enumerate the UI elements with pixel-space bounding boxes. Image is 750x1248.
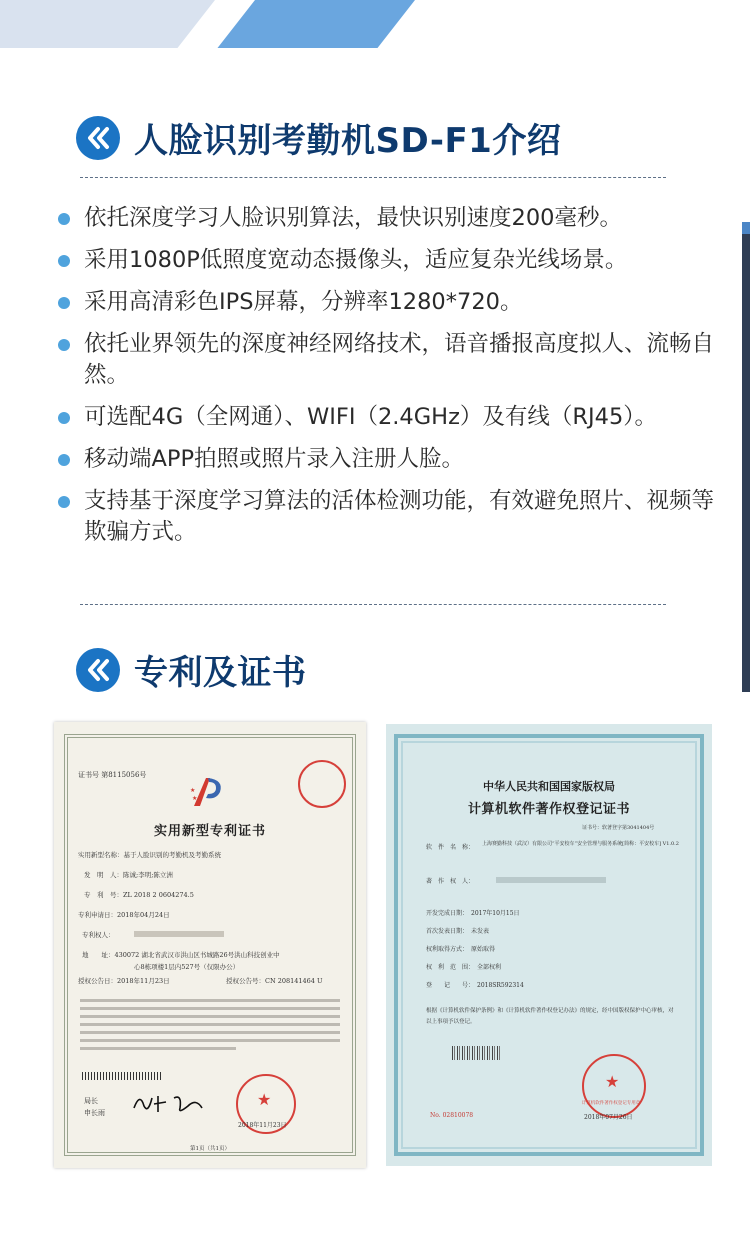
reg-number: 登 记 号： 2018SR592314 — [426, 982, 524, 989]
seal-text: 计算机软件著作权登记专用章 — [581, 1101, 641, 1106]
software-name-label: 软 件 名 称： — [426, 844, 475, 851]
patent-address-2: 心8栋项楼1层内527号（仅限办公） — [134, 963, 240, 971]
section-header-patents — [76, 645, 307, 694]
bullet-icon — [58, 255, 70, 267]
bullet-icon — [58, 339, 70, 351]
patent-inventor: 发 明 人：陈诚;李明;陈立洲 — [84, 871, 173, 879]
patent-page: 第1页（共1页） — [190, 1146, 230, 1152]
patent-number: 专 利 号：ZL 2018 2 0604274.5 — [84, 891, 194, 899]
right-edge-bar — [742, 222, 750, 692]
copyright-cert-no: 证书号：软著登字第3041404号 — [582, 825, 655, 831]
patent-name-line: 实用新型名称：基于人脸识别的考勤机及考勤系统 — [78, 851, 221, 859]
copyright-serial: No. 02810078 — [430, 1112, 474, 1119]
double-chevron-left-icon — [76, 648, 120, 692]
patent-apply-date: 专利申请日：2018年04月24日 — [78, 911, 170, 919]
patent-cert-title: 实用新型专利证书 — [153, 824, 266, 839]
dev-date: 开发完成日期： 2017年10月15日 — [426, 910, 520, 917]
divider-top — [80, 177, 666, 178]
list-item: 采用高清彩色IPS屏幕，分辨率1280*720。 — [58, 287, 728, 318]
copyright-date: 2018年07月26日 — [584, 1114, 633, 1121]
top-stripe-blue — [217, 0, 415, 48]
bullet-icon — [58, 213, 70, 225]
double-chevron-left-icon — [76, 116, 120, 160]
patent-logo — [188, 772, 228, 812]
patent-grant-no: 授权公告号：CN 208141464 U — [226, 977, 323, 985]
copyright-seal-icon: ★ — [582, 1054, 646, 1118]
bullet-icon — [58, 297, 70, 309]
list-item: 依托深度学习人脸识别算法，最快识别速度200毫秒。 — [58, 203, 728, 234]
copyright-certificate-image — [386, 724, 712, 1166]
seal-date: 2018年11月23日 — [238, 1122, 287, 1129]
list-item: 支持基于深度学习算法的活体检测功能，有效避免照片、视频等欺骗方式。 — [58, 486, 728, 548]
svg-text:★: ★ — [192, 795, 198, 802]
owner-label: 著 作 权 人： — [426, 878, 475, 885]
section-title-intro: 人脸识别考勤机SD-F1介绍 — [134, 121, 562, 161]
list-item: 依托业界领先的深度神经网络技术，语音播报高度拟人、流畅自然。 — [58, 329, 728, 391]
bullet-icon — [58, 496, 70, 508]
list-item: 可选配4G（全网通）、WIFI（2.4GHz）及有线（RJ45）。 — [58, 402, 728, 433]
list-item: 采用1080P低照度宽动态摄像头，适应复杂光线场景。 — [58, 245, 728, 276]
feature-list — [58, 203, 728, 559]
director-label: 局长 — [84, 1097, 98, 1105]
top-stripe-light — [0, 0, 215, 48]
patent-grant-date: 授权公告日：2018年11月23日 — [78, 977, 170, 985]
bullet-icon — [58, 454, 70, 466]
bullet-icon — [58, 412, 70, 424]
acquire-method: 权利取得方式： 原始取得 — [426, 946, 496, 953]
divider-bottom — [80, 604, 666, 605]
patent-body-text — [80, 994, 340, 1055]
copyright-org: 中华人民共和国国家版权局 — [483, 780, 615, 793]
rights-scope: 权 利 范 围： 全部权利 — [426, 964, 502, 971]
section-title-patents: 专利及证书 — [134, 653, 307, 693]
pub-date: 首次发表日期： 未发表 — [426, 928, 490, 935]
redacted-bar — [496, 877, 606, 883]
official-seal-icon: ★ — [236, 1074, 296, 1134]
list-item: 移动端APP拍照或照片录入注册人脸。 — [58, 444, 728, 475]
director-name-print: 申长雨 — [84, 1109, 105, 1117]
software-name: 上海赛勤科技（武汉）有限公司“平安校车”安全管理与服务系统[简称：平安校车] V1.0.2 — [482, 841, 679, 847]
redacted-bar — [134, 931, 224, 937]
patent-certificate-image — [54, 722, 366, 1168]
patent-holder: 专利权人： — [82, 931, 115, 939]
section-header-intro — [76, 113, 561, 162]
patent-cert-no: 证书号 第8115056号 — [78, 771, 147, 779]
copyright-title: 计算机软件著作权登记证书 — [467, 802, 630, 817]
director-signature — [130, 1090, 210, 1116]
qr-code — [452, 1046, 502, 1060]
patent-address-1: 地 址：430072 湖北省武汉市洪山区书城路26号洪山科技创业中 — [82, 951, 280, 959]
svg-text:★: ★ — [190, 787, 196, 794]
copyright-body: 根据《计算机软件保护条例》和《计算机软件著作权登记办法》的规定，经中国版权保护中心审核，对以上事项予以登记。 — [426, 1008, 674, 1025]
corner-seal — [298, 760, 346, 808]
barcode — [82, 1072, 162, 1080]
